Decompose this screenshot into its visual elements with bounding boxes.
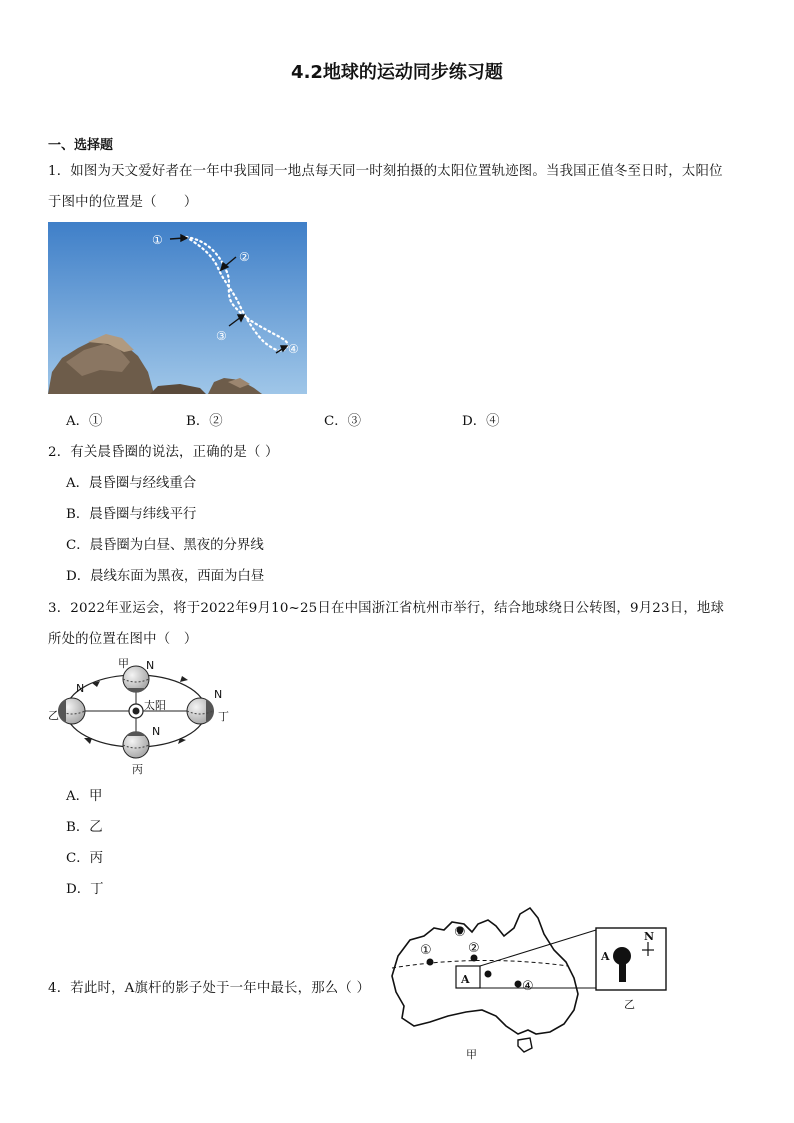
north-jia: N	[146, 659, 155, 672]
q1-marker-2: ②	[239, 250, 250, 264]
north-bing: N	[152, 725, 161, 738]
q3-option-d[interactable]: D．丁	[66, 882, 104, 897]
q1-stem-line1: 1．如图为天文爱好者在一年中我国同一地点每天同一时刻拍摄的太阳位置轨迹图。当我国正值冬至日时，太阳位	[48, 164, 723, 179]
q2-stem: 2．有关晨昏圈的说法，正确的是（ ）	[48, 445, 279, 460]
globe-bing	[123, 731, 149, 758]
q1-marker-3: ③	[216, 329, 227, 343]
q1-marker-1: ①	[152, 233, 163, 247]
q3-option-a[interactable]: A．甲	[66, 789, 103, 804]
q2-option-b[interactable]: B．晨昏圈与纬线平行	[66, 507, 197, 522]
q3-stem-line2: 所处的位置在图中（ ）	[48, 632, 198, 647]
q3-orbit-diagram	[46, 656, 242, 776]
q3-option-c[interactable]: C．丙	[66, 851, 104, 866]
label-jia: 甲	[118, 657, 129, 670]
q4-map-caption: 甲	[466, 1048, 477, 1061]
q2-option-d[interactable]: D．晨线东面为黑夜，西面为白昼	[66, 569, 265, 584]
q2-option-c[interactable]: C．晨昏圈为白昼、黑夜的分界线	[66, 538, 264, 553]
q1-stem-line2: 于图中的位置是（ ）	[48, 195, 198, 210]
section-heading: 一、选择题	[48, 138, 114, 153]
q4-north-label: N	[644, 930, 655, 943]
q4-marker-4: ④	[522, 979, 534, 994]
q2-option-a[interactable]: A．晨昏圈与经线重合	[66, 476, 197, 491]
q1-marker-4: ④	[288, 342, 299, 356]
globe-yi	[58, 698, 85, 724]
q1-option-d[interactable]: D．④	[462, 414, 500, 429]
label-yi: 乙	[48, 709, 59, 722]
q3-stem-line1: 3．2022年亚运会，将于2022年9月10~25日在中国浙江省杭州市举行，结合地球绕日公转图，9月23日，地球	[48, 601, 725, 616]
label-sun: 太阳	[144, 699, 166, 712]
q4-inset-caption: 乙	[624, 998, 635, 1011]
label-bing: 丙	[132, 763, 143, 776]
north-ding: N	[214, 688, 223, 701]
q4-point-a: A	[461, 973, 470, 986]
globe-ding	[187, 698, 214, 724]
q4-inset-point-a: A	[601, 950, 610, 963]
north-yi: N	[76, 682, 85, 695]
label-ding: 丁	[218, 710, 229, 723]
q1-option-c[interactable]: C．③	[324, 414, 362, 429]
q4-marker-1: ①	[420, 943, 432, 958]
q4-australia-map	[378, 906, 678, 1066]
page-title: 4.2地球的运动同步练习题	[291, 62, 503, 83]
q4-marker-3: ③	[454, 925, 466, 940]
q1-sun-track-photo	[48, 222, 307, 394]
q3-option-b[interactable]: B．乙	[66, 820, 103, 835]
q1-option-b[interactable]: B．②	[186, 414, 223, 429]
q1-option-a[interactable]: A．①	[66, 414, 103, 429]
q4-marker-2: ②	[468, 941, 480, 956]
q4-stem: 4．若此时，A旗杆的影子处于一年中最长，那么（ ）	[48, 981, 371, 996]
